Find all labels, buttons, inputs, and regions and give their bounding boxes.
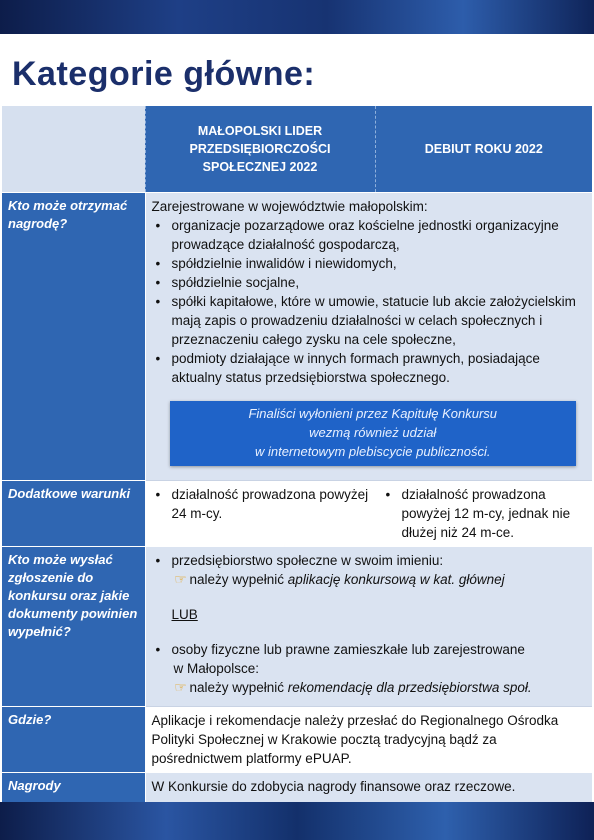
page-title: Kategorie główne:: [12, 55, 316, 93]
banner-line: w internetowym plebiscycie publiczności.: [254, 443, 491, 459]
list-item: • przedsiębiorstwo społeczne w swoim imieniu:: [152, 551, 587, 570]
row-kto-moze-otrzymac: [2, 192, 592, 480]
row-label-kto-wyslac: Kto może wysłać zgłoszenie do konkursu oraz jakie dokumenty powinien wypełnić?: [2, 546, 145, 706]
row-dodatkowe-warunki: [2, 480, 592, 546]
instruction-text: należy wypełnić: [189, 679, 288, 695]
list-item: • spółki kapitałowe, które w umowie, statucie lub akcie założycielskim mają zapis o prowadzeniu działalności w celach społecznych i przeznaczeniu całego zysku na cele społeczne,: [152, 292, 587, 349]
row-nagrody: [2, 772, 592, 806]
instruction-emphasis: aplikację konkursową w kat. głównej: [287, 571, 505, 587]
list-item: • organizacje pozarządowe oraz kościelne jednostki organizacyjne prowadzące działalność gospodarczą,: [152, 216, 587, 254]
list-item: • spółdzielnie socjalne,: [152, 273, 587, 292]
banner-line: Finaliści wyłonieni przez Kapitułę Konkursu: [248, 405, 498, 421]
instruction-emphasis: rekomendację dla przedsiębiorstwa społ.: [287, 679, 532, 695]
categories-table: [2, 106, 592, 806]
list-item: • działalność prowadzona powyżej 24 m-cy.: [152, 485, 369, 523]
or-separator: LUB: [171, 606, 198, 622]
list-item: • działalność prowadzona powyżej 12 m-cy, jednak nie dłużej niż 24 m-ce.: [382, 485, 587, 542]
header-blank-cell: [2, 106, 145, 192]
row-gdzie: [2, 706, 592, 772]
eligibility-list: [152, 216, 587, 387]
top-decorative-band: [0, 0, 594, 34]
row-content-dodatkowe-debiut: [375, 480, 592, 546]
finalists-banner: [170, 401, 577, 466]
instruction-line: [152, 678, 587, 697]
row-content-gdzie: Aplikacje i rekomendacje należy przesłać do Regionalnego Ośrodka Polityki Społecznej w Krakowie pocztą tradycyjną bądź za pośrednictwem platformy ePUAP.: [145, 706, 592, 772]
header-row: [2, 106, 592, 192]
row-content-kto-wyslac: [145, 546, 592, 706]
row-content-kto-moze: [145, 192, 592, 480]
banner-line: wezmą również udział: [309, 424, 437, 440]
list-item: • podmioty działające w innych formach prawnych, posiadające aktualny status przedsiębiorstwa społecznego.: [152, 349, 587, 387]
column-header-lider: MAŁOPOLSKI LIDER PRZEDSIĘBIORCZOŚCI SPOŁECZNEJ 2022: [145, 106, 375, 192]
eligibility-intro: Zarejestrowane w województwie małopolskim:: [151, 198, 428, 214]
list-item: • spółdzielnie inwalidów i niewidomych,: [152, 254, 587, 273]
row-label-gdzie: Gdzie?: [2, 706, 145, 772]
instruction-text: należy wypełnić: [189, 571, 288, 587]
row-content-dodatkowe-lider: [145, 480, 375, 546]
column-header-debiut: DEBIUT ROKU 2022: [375, 106, 592, 192]
row-kto-moze-wyslac: [2, 546, 592, 706]
instruction-line: [152, 570, 587, 589]
row-label-kto-moze: Kto może otrzymać nagrodę?: [2, 192, 145, 480]
pointing-hand-icon: ☞: [174, 678, 187, 695]
row-label-nagrody: Nagrody: [2, 772, 145, 806]
bottom-decorative-band: [0, 802, 594, 840]
list-item-continuation: w Małopolsce:: [173, 660, 260, 676]
row-content-nagrody: W Konkursie do zdobycia nagrody finansowe oraz rzeczowe.: [145, 772, 592, 806]
pointing-hand-icon: ☞: [174, 570, 187, 587]
row-label-dodatkowe: Dodatkowe warunki: [2, 480, 145, 546]
list-item: • osoby fizyczne lub prawne zamieszkałe lub zarejestrowane: [152, 640, 587, 659]
